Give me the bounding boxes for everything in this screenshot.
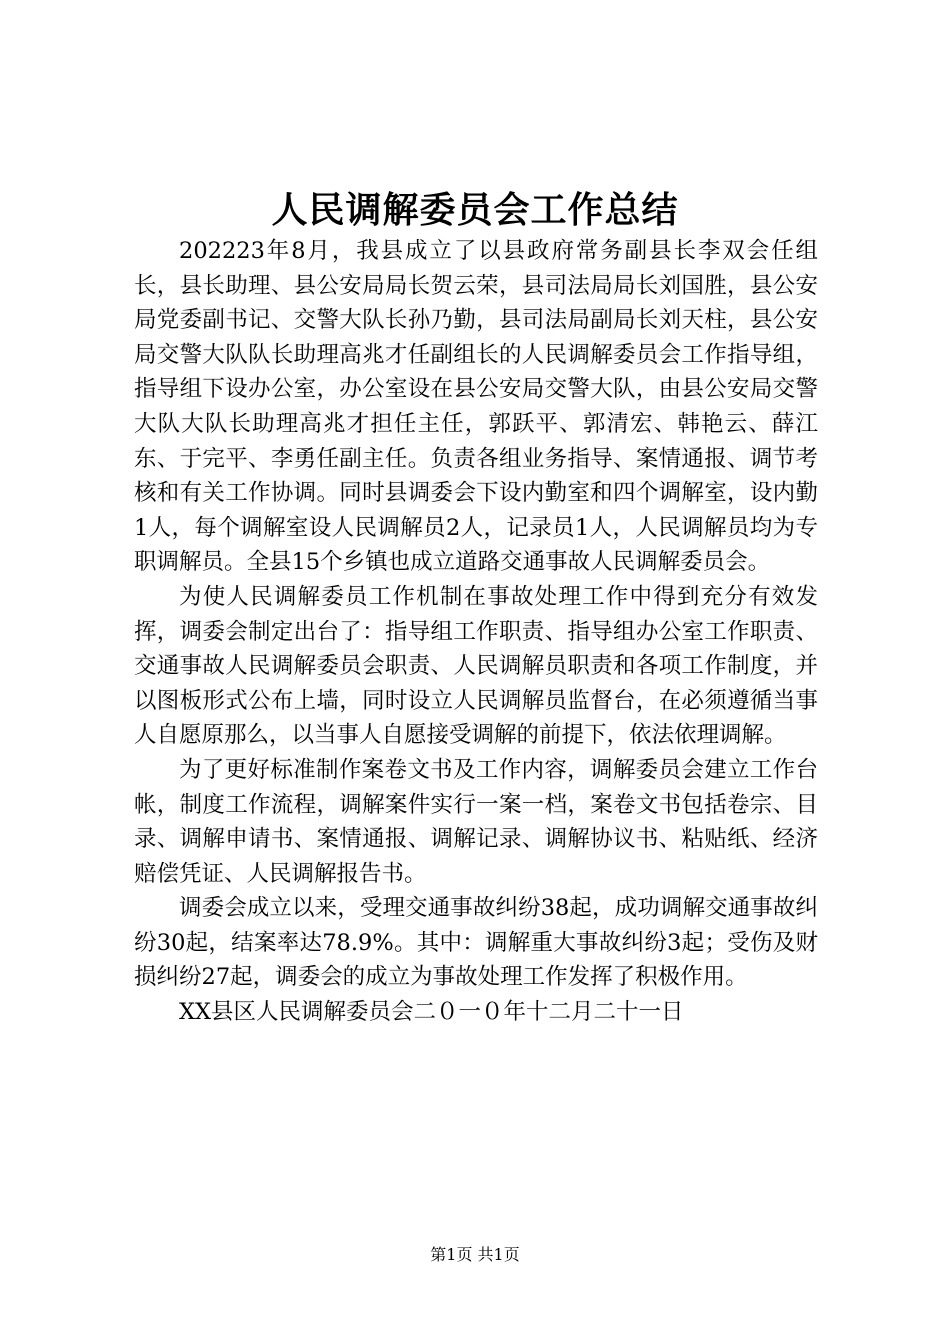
paragraph-case-files: 为了更好标准制作案卷文书及工作内容，调解委员会建立工作台帐，制度工作流程，调解案件实行一案一档，案卷文书包括卷宗、目录、调解申请书、案情通报、调解记录、调解协议书、粘贴纸、经济赔偿凭证、人民调解报告书。 (134, 756, 818, 887)
page-number-footer: 第1页 共1页 (430, 1245, 520, 1264)
paragraph-committee-setup: 202223年8月，我县成立了以县政府常务副县长李双会任组长，县长助理、县公安局局长贺云荣，县司法局局长刘国胜，县公安局党委副书记、交警大队长孙乃勤，县司法局副局长刘天柱，县公安局交警大队队长助理高兆才任副组长的人民调解委员会工作指导组，指导组下设办公室，办公室设在县公安局交警大队，由县公安局交警大队大队长助理高兆才担任主任，郭跃平、郭清宏、韩艳云、薛江东、于完平、李勇任副主任。负责各组业务指导、案情通报、调节考核和有关工作协调。同时县调委会下设内勤室和四个调解室，设内勤1人，每个调解室设人民调解员2人，记录员1人，人民调解员均为专职调解员。全县15个乡镇也成立道路交通事故人民调解委员会。 (134, 238, 818, 576)
paragraph-results: 调委会成立以来，受理交通事故纠纷38起，成功调解交通事故纠纷30起，结案率达78.9%。其中：调解重大事故纠纷3起；受伤及财损纠纷27起，调委会的成立为事故处理工作发挥了积极作用。 (134, 895, 818, 991)
paragraph-signature-date: XX县区人民调解委员会二０一０年十二月二十一日 (179, 999, 684, 1026)
paragraph-work-mechanism: 为使人民调解委员工作机制在事故处理工作中得到充分有效发挥，调委会制定出台了：指导组工作职责、指导组办公室工作职责、交通事故人民调解委员会职责、人民调解员职责和各项工作制度，并以图板形式公布上墙，同时设立人民调解员监督台，在必须遵循当事人自愿原那么，以当事人自愿接受调解的前提下，依法依理调解。 (134, 583, 818, 749)
document-body (134, 234, 818, 1030)
document-title: 人民调解委员会工作总结 (271, 189, 679, 231)
